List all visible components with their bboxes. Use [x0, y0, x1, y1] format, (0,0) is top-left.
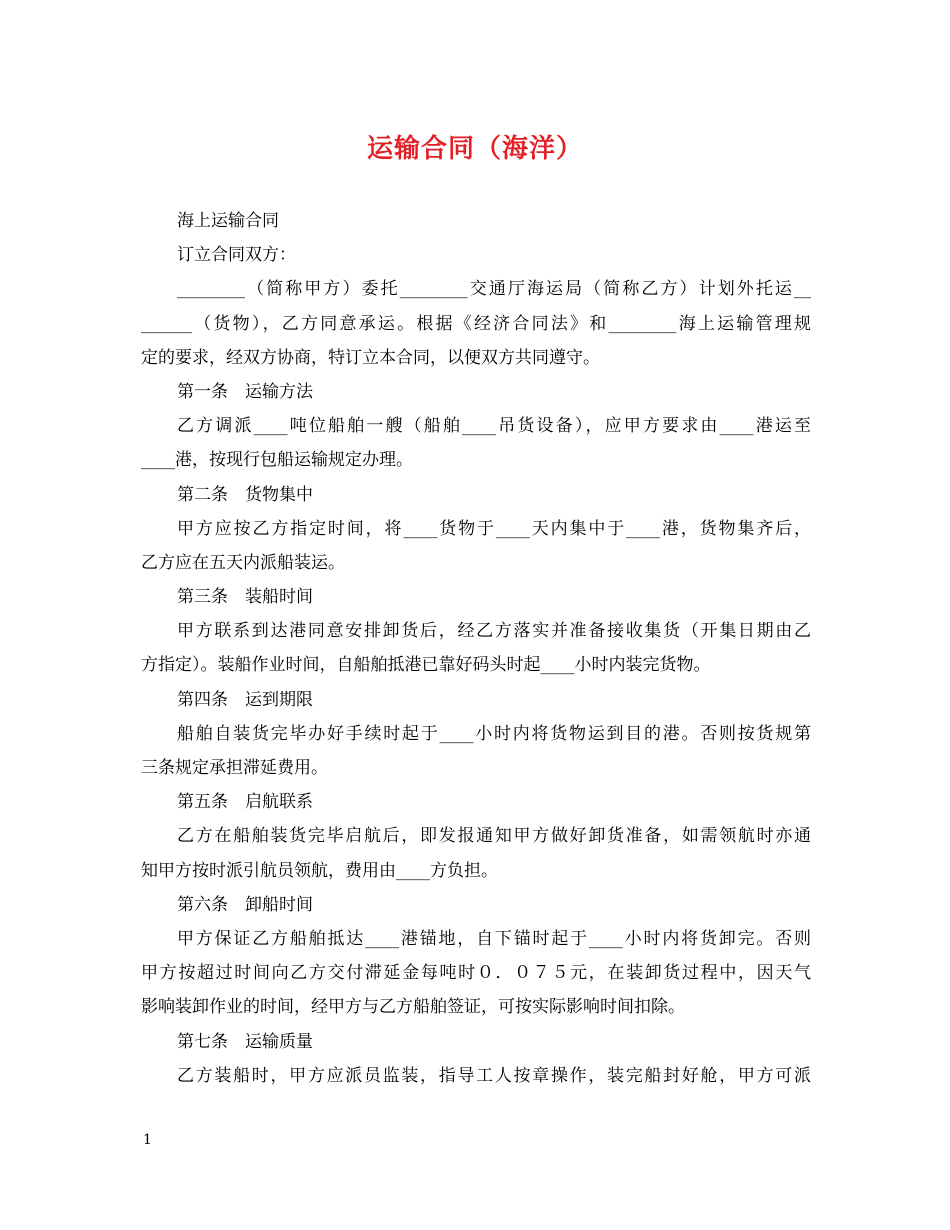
paragraph-line: 乙方在船舶装货完毕启航后，即发报通知甲方做好卸货准备，如需领航时亦通	[177, 826, 811, 847]
article-heading: 第一条 运输方法	[177, 381, 313, 402]
paragraph-line: 乙方装船时，甲方应派员监装，指导工人按章操作，装完船封好舱，甲方可派	[177, 1065, 811, 1086]
paragraph-line: 三条规定承担滞延费用。	[141, 758, 328, 778]
paragraph-line: 知甲方按时派引航员领航，费用由____方负担。	[141, 860, 498, 881]
paragraph-line: 影响装卸作业的时间，经甲方与乙方船舶签证，可按实际影响时间扣除。	[141, 997, 685, 1018]
paragraph-line: ________（简称甲方）委托________交通厅海运局（简称乙方）计划外托运__	[177, 279, 811, 300]
article-heading: 第六条 卸船时间	[177, 894, 313, 915]
paragraph-line: ______（货物），乙方同意承运。根据《经济合同法》和________海上运输管理规	[141, 313, 811, 334]
article-heading: 第四条 运到期限	[177, 689, 313, 710]
paragraph-line: 甲方按超过时间向乙方交付滞延金每吨时０．０７５元，在装卸货过程中，因天气	[141, 963, 811, 984]
document-body	[141, 204, 811, 1093]
page-number: 1	[143, 1132, 152, 1148]
paragraph-line: 方指定）。装船作业时间，自船舶抵港已靠好码头时起____小时内装完货物。	[141, 655, 711, 676]
article-heading: 第五条 启航联系	[177, 792, 313, 813]
paragraph-line: 船舶自装货完毕办好手续时起于____小时内将货物运到目的港。否则按货规第	[177, 723, 811, 744]
paragraph-line: 甲方应按乙方指定时间，将____货物于____天内集中于____港，货物集齐后，	[177, 518, 811, 539]
section-heading: 海上运输合同	[177, 211, 279, 231]
paragraph-line: 定的要求，经双方协商，特订立本合同，以便双方共同遵守。	[141, 347, 600, 368]
paragraph-line: 订立合同双方：	[177, 245, 296, 266]
article-heading: 第二条 货物集中	[177, 484, 313, 505]
document-title: 运输合同（海洋）	[366, 134, 583, 164]
paragraph-line: 甲方保证乙方船舶抵达____港锚地，自下锚时起于____小时内将货卸完。否则	[177, 928, 811, 949]
article-heading: 第七条 运输质量	[177, 1031, 313, 1052]
article-heading: 第三条 装船时间	[177, 587, 313, 608]
paragraph-line: 乙方应在五天内派船装运。	[141, 552, 345, 573]
paragraph-line: ____港，按现行包船运输规定办理。	[141, 450, 413, 471]
paragraph-line: 乙方调派____吨位船舶一艘（船舶____吊货设备），应甲方要求由____港运至	[177, 416, 811, 437]
paragraph-line: 甲方联系到达港同意安排卸货后，经乙方落实并准备接收集货（开集日期由乙	[177, 621, 811, 642]
